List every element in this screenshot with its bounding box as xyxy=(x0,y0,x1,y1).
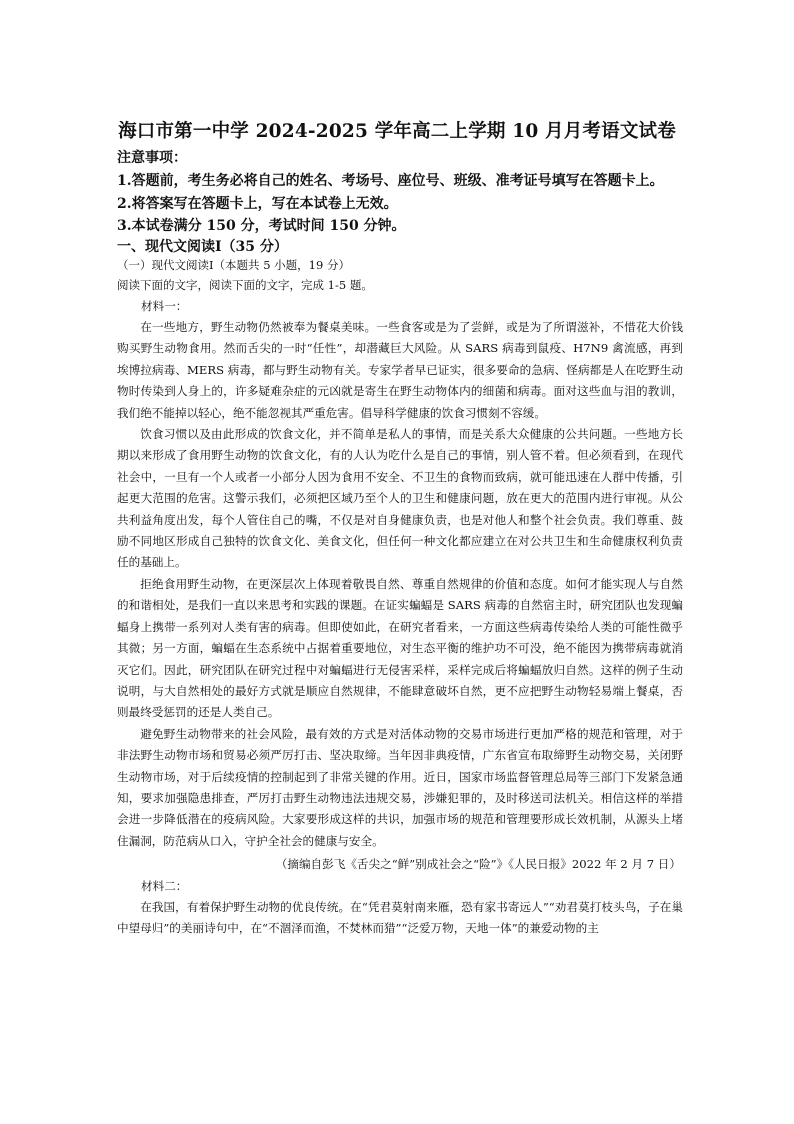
material-1-paragraph: 避免野生动物带来的社会风险，最有效的方式是对活体动物的交易市场进行更加严格的规范和管理，对于非法野生动物市场和贸易必须严厉打击、坚决取缔。当年因非典疫情，广东省宣布取缔野生动物交易，关闭野生动物市场，对于后续疫情的控制起到了非常关键的作用。近日，国家市场监督管理总局等三部门下发紧急通知，要求加强隐患排查，严厉打击野生动物违法违规交易，涉嫌犯罪的，及时移送司法机关。相信这样的举措会进一步降低潜在的疫病风险。大家要形成这样的共识，加强市场的规范和管理要形成长效机制，从源头上堵住漏洞，防范病从口入，守护全社会的健康与安全。 xyxy=(117,726,683,848)
material-1-label: 材料一： xyxy=(141,299,188,313)
reading-instruction: 阅读下面的文字，阅读下面的文字，完成 1-5 题。 xyxy=(117,278,373,292)
section-subheading: （一）现代文阅读Ⅰ（本题共 5 小题，19 分） xyxy=(117,258,350,272)
material-2-paragraph: 在我国，有着保护野生动物的优良传统。在“凭君莫射南来雁，恐有家书寄远人”“劝君莫打枝头鸟，子在巢中望母归”的美丽诗句中，在“不涸泽而渔，不焚林而猎”“泛爱万物，天地一体”的兼爱动物的主 xyxy=(117,900,683,936)
material-2-label: 材料二： xyxy=(141,879,188,893)
material-1-paragraph: 在一些地方，野生动物仍然被奉为餐桌美味。一些食客或是为了尝鲜，或是为了所谓滋补，不惜花大价钱购买野生动物食用。然而舌尖的一时“任性”，却潜藏巨大风险。从 SARS 病毒到鼠疫、H7N9 禽流感，再到埃博拉病毒、MERS 病毒，都与野生动物有关。专家学者早已证实，很多要命的急病、怪病都是人在吃野生动物时传染到人身上的，许多疑难杂症的元凶就是寄生在野生动物体内的细菌和病毒。面对这些血与泪的教训，我们绝不能掉以轻心，绝不能忽视其严重危害。倡导科学健康的饮食习惯刻不容缓。 xyxy=(117,320,683,420)
material-1-source: （摘编自彭飞《舌尖之“鲜”别成社会之“险”》《人民日报》2022 年 2 月 7 日） xyxy=(275,857,681,871)
material-1-body xyxy=(117,317,683,852)
notice-item-2: 2.将答案写在答题卡上，写在本试卷上无效。 xyxy=(117,196,398,212)
material-2-body xyxy=(117,897,683,940)
section-heading: 一、现代文阅读Ⅰ（35 分） xyxy=(117,239,288,255)
exam-title: 海口市第一中学 2024-2025 学年高二上学期 10 月月考语文试卷 xyxy=(118,121,676,142)
notice-heading: 注意事项： xyxy=(117,150,187,166)
notice-item-3: 3.本试卷满分 150 分，考试时间 150 分钟。 xyxy=(117,218,406,234)
material-1-paragraph: 饮食习惯以及由此形成的饮食文化，并不简单是私人的事情，而是关系大众健康的公共问题。一些地方长期以来形成了食用野生动物的饮食文化，有的人认为吃什么是自己的事情，别人管不着。但必须看到，在现代社会中，一旦有一个人或者一小部分人因为食用不安全、不卫生的食物而致病，就可能迅速在人群中传播，引起更大范围的危害。这警示我们，必须把区域乃至个人的卫生和健康问题，放在更大的范围内进行审视。从公共利益角度出发，每个人管住自己的嘴，不仅是对自身健康负责，也是对他人和整个社会负责。我们尊重、鼓励不同地区形成自己独特的饮食文化、美食文化，但任何一种文化都应建立在对公共卫生和生命健康权利负责任的基础上。 xyxy=(117,427,683,570)
notice-item-1: 1.答题前，考生务必将自己的姓名、考场号、座位号、班级、准考证号填写在答题卡上。 xyxy=(117,173,664,189)
material-1-paragraph: 拒绝食用野生动物，在更深层次上体现着敬畏自然、尊重自然规律的价值和态度。如何才能实现人与自然的和谐相处，是我们一直以来思考和实践的课题。在证实蝙蝠是 SARS 病毒的自然宿主时，研究团队也发现蝙蝠身上携带一系列对人类有害的病毒。但即使如此，在研究者看来，一方面这些病毒传染给人类的可能性微乎其微；另一方面，蝙蝠在生态系统中占据着重要地位，对生态平衡的维护功不可没，绝不能因为携带病毒就消灭它们。因此，研究团队在研究过程中对蝙蝠进行无侵害采样，采样完成后将蝙蝠放归自然。这样的例子生动说明，与大自然相处的最好方式就是顺应自然规律，不能肆意破坏自然，更不应把野生动物轻易端上餐桌，否则最终受惩罚的还是人类自己。 xyxy=(117,576,683,720)
